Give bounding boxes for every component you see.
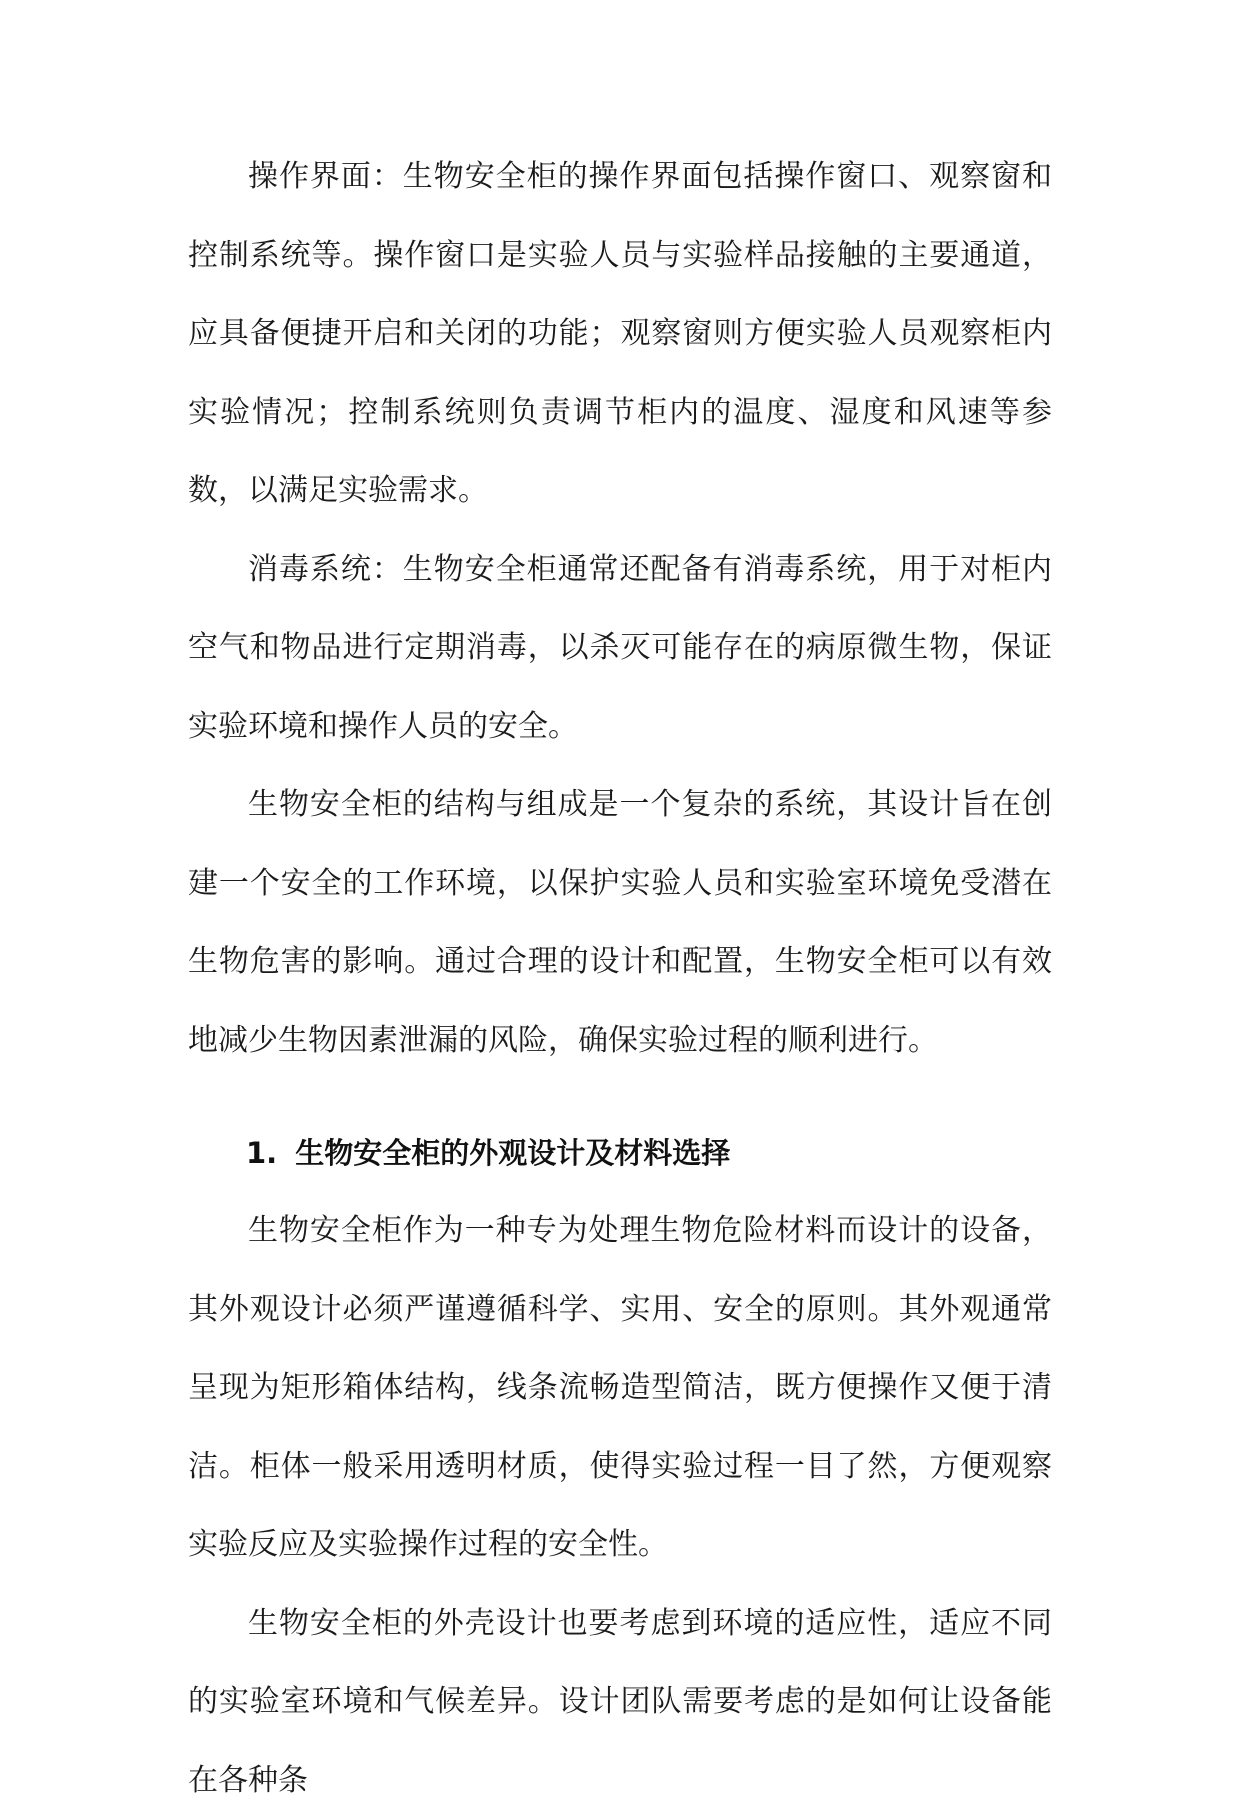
paragraph-operation-interface: 操作界面：生物安全柜的操作界面包括操作窗口、观察窗和控制系统等。操作窗口是实验人员与实验样品接触的主要通道，应具备便捷开启和关闭的功能；观察窗则方便实验人员观察柜内实验情况；控制系统则负责调节柜内的温度、湿度和风速等参数，以满足实验需求。	[188, 138, 1052, 531]
paragraph-appearance-design: 生物安全柜作为一种专为处理生物危险材料而设计的设备，其外观设计必须严谨遵循科学、实用、安全的原则。其外观通常呈现为矩形箱体结构，线条流畅造型简洁，既方便操作又便于清洁。柜体一般采用透明材质，使得实验过程一目了然，方便观察实验反应及实验操作过程的安全性。	[188, 1192, 1052, 1585]
section-number: 1.	[246, 1114, 277, 1192]
paragraph-disinfection-system: 消毒系统：生物安全柜通常还配备有消毒系统，用于对柜内空气和物品进行定期消毒，以杀灭可能存在的病原微生物，保证实验环境和操作人员的安全。	[188, 531, 1052, 767]
paragraph-structure-summary: 生物安全柜的结构与组成是一个复杂的系统，其设计旨在创建一个安全的工作环境，以保护实验人员和实验室环境免受潜在生物危害的影响。通过合理的设计和配置，生物安全柜可以有效地减少生物因素泄漏的风险，确保实验过程的顺利进行。	[188, 766, 1052, 1080]
section-heading	[188, 1114, 1052, 1192]
paragraph-shell-design: 生物安全柜的外壳设计也要考虑到环境的适应性，适应不同的实验室环境和气候差异。设计团队需要考虑的是如何让设备能在各种条	[188, 1585, 1052, 1820]
section-title: 生物安全柜的外观设计及材料选择	[295, 1136, 730, 1170]
document-page	[188, 138, 1052, 1820]
